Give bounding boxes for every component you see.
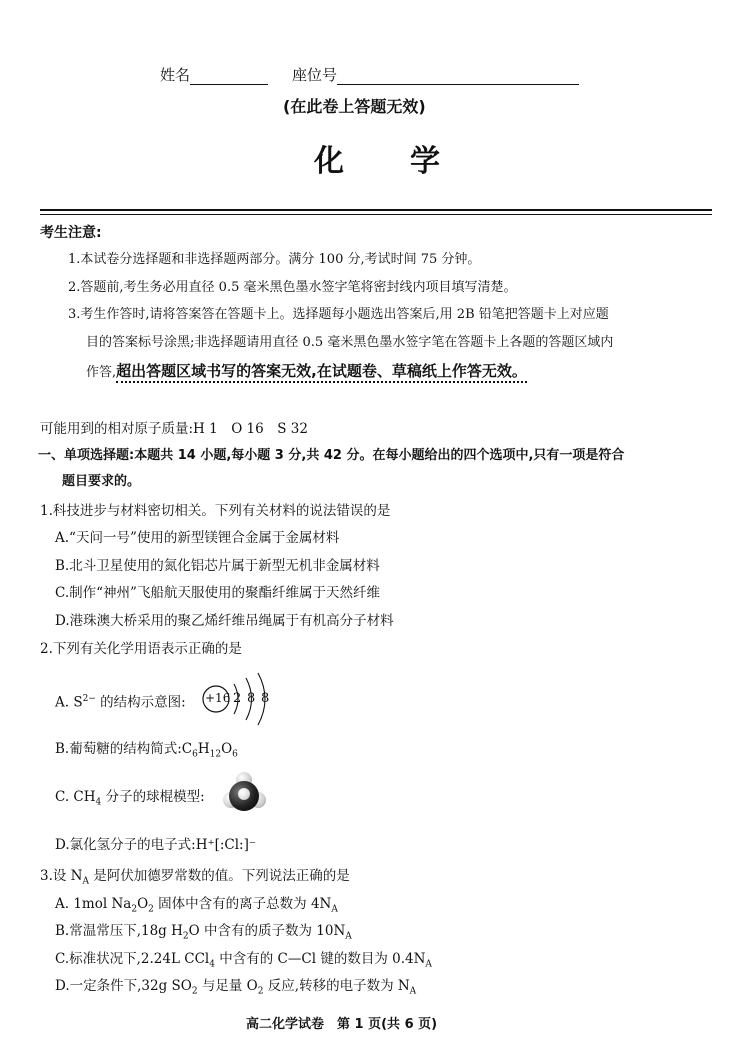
q1-option-a: A.“天问一号”使用的新型镁锂合金属于金属材料 [55,530,340,546]
shell-2-count: 8 [247,691,256,706]
hcl-electron-formula: H⁺[:Cl:]⁻ [195,837,256,853]
shell-3-count: 8 [261,691,270,706]
q1-option-d: D.港珠澳大桥采用的聚乙烯纤维吊绳属于有机高分子材料 [55,613,394,629]
hydrogen-atom [238,788,250,800]
notice-item-3-cont: 目的答案标号涂黑;非选择题请用直径 0.5 毫米黑色墨水签字笔在答题卡上各题的答题区域内 [86,335,614,350]
shell-1-count: 2 [233,691,242,706]
subject-title: 化 学 [314,144,442,179]
section-heading: 一、单项选择题:本题共 14 小题,每小题 3 分,共 42 分。在每小题给出的四个选项中,只有一项是符合 [38,448,625,463]
name-blank [190,70,268,85]
q1-option-b: B.北斗卫星使用的氮化铝芯片属于新型无机非金属材料 [55,558,380,574]
q2-option-b: B.葡萄糖的结构简式$:C_6H_{12}O_6$ [55,741,238,760]
q3-option-a: A. 1mol $Na_2O_2$ 固体中含有的离子总数为 $4N_A$ [55,896,338,915]
seat-blank [337,70,579,85]
q2-option-d: D.氯化氢分子的电子式:H⁺[:Cl:]⁻ [55,837,256,853]
q2-stem: 2.下列有关化学用语表示正确的是 [40,641,242,657]
q2-option-c: C. $CH_4$ 分子的球棍模型: [55,789,205,808]
q1-option-c: C.制作“神州”飞船航天服使用的聚酯纤维属于天然纤维 [55,585,380,601]
q3-option-b: B.常温常压下,18g $H_2O$ 中含有的质子数为 $10N_A$ [55,923,352,942]
page-footer: 高二化学试卷 第 1 页(共 6 页) [246,1017,438,1032]
notice-title: 考生注意: [40,225,102,241]
header-rule-thick [40,209,712,211]
q2-option-a: A. $S^{2-}$ 的结构示意图: [55,694,186,711]
section-heading-cont: 题目要求的。 [62,474,141,489]
methane-ball-stick-model [222,772,268,818]
notice-item-3-end: 作答,超出答题区域书写的答案无效,在试题卷、草稿纸上作答无效。 [86,362,527,382]
atomic-masses: 可能用到的相对原子质量:H 1 O 16 S 32 [40,421,308,437]
q1-stem: 1.科技进步与材料密切相关。下列有关材料的说法错误的是 [40,503,391,519]
seat-label: 座位号 [292,64,579,85]
q3-option-d: D.一定条件下,32g $SO_2$ 与足量 $O_2$ 反应,转移的电子数为 $N_A$ [55,978,417,997]
notice-item-2: 2.答题前,考生务必用直径 0.5 毫米黑色墨水签字笔将密封线内项目填写清楚。 [68,280,517,295]
notice-emphasis: 超出答题区域书写的答案无效,在试题卷、草稿纸上作答无效。 [116,362,527,383]
notice-item-3: 3.考生作答时,请将答案答在答题卡上。选择题每小题选出答案后,用 2B 铅笔把答题卡上对应题 [68,307,609,322]
q3-option-c: C.标准状况下,2.24L CCl$_4$ 中含有的 C—Cl 键的数目为 $0.4N_A$ [55,951,432,970]
notice-item-1: 1.本试卷分选择题和非选择题两部分。满分 100 分,考试时间 75 分钟。 [68,252,481,267]
invalid-note: (在此卷上答题无效) [283,97,426,116]
q3-stem: 3.设 $N_A$ 是阿伏加德罗常数的值。下列说法正确的是 [40,868,350,887]
sulfide-structure-diagram [200,672,280,730]
header-rule-thin [40,214,712,215]
name-label: 姓名 [160,64,268,85]
nucleus-charge: +16 [205,691,231,705]
